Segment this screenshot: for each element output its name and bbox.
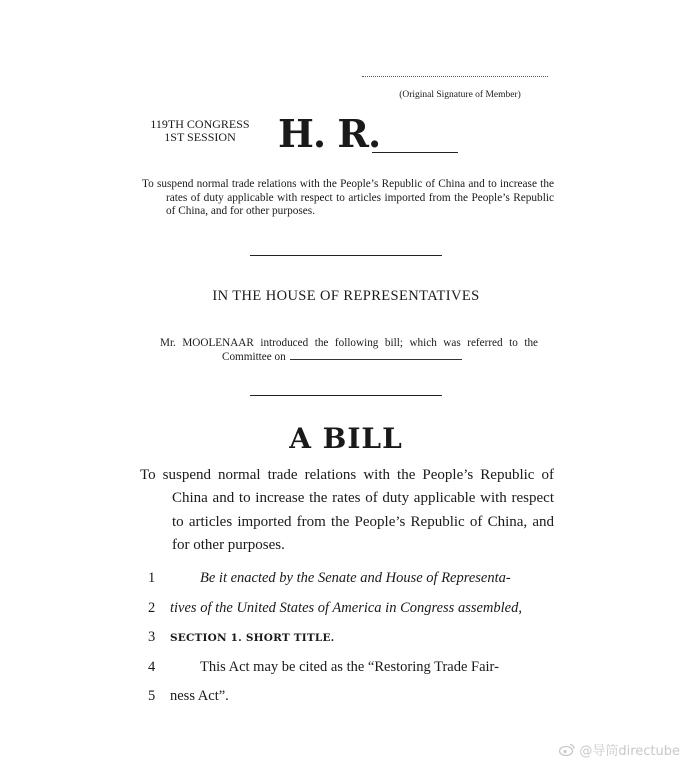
long-title-text: To suspend normal trade relations with the People’s Republic of China and to increase the rates of duty applicable with respect to articles imported from the People’s Republic of China, and for other purposes.	[140, 467, 554, 554]
short-description-line1: To suspend normal trade relations with the People’s Republic of China and	[142, 178, 485, 190]
section-text-line: ness Act”.	[170, 688, 229, 704]
session-label: 1ST SESSION	[164, 130, 236, 144]
committee-blank	[290, 350, 462, 360]
line-number: 5	[148, 688, 156, 704]
line-number: 3	[148, 629, 156, 645]
short-description-rest: to increase the rates of duty applicable with respect to articles imported from the People’s Republic of China, and for other purposes.	[166, 178, 554, 217]
committee-label: Committee on	[222, 351, 286, 363]
chamber-heading: IN THE HOUSE OF REPRESENTATIVES	[212, 288, 480, 304]
weibo-icon	[559, 743, 575, 760]
bill-heading: A BILL	[289, 422, 403, 455]
line-number: 2	[148, 600, 156, 616]
divider-rule	[250, 395, 442, 396]
section-text-line: This Act may be cited as the “Restoring Trade Fair-	[200, 659, 499, 675]
bill-number: H. R.	[278, 111, 381, 156]
enacting-clause-line: Be it enacted by the Senate and House of Representa-	[200, 570, 511, 586]
line-number: 4	[148, 659, 156, 675]
introduction-paragraph	[160, 336, 538, 364]
signature-line	[362, 76, 548, 77]
signature-caption: (Original Signature of Member)	[399, 90, 521, 100]
divider-rule	[250, 255, 442, 256]
enacting-clause-line: tives of the United States of America in Congress assembled,	[170, 600, 522, 616]
congress-session	[138, 118, 262, 144]
section-heading: SECTION 1. SHORT TITLE.	[170, 632, 335, 644]
line-number: 1	[148, 570, 156, 586]
watermark	[559, 740, 680, 760]
introduction-text: introduced the following bill; which was referred to the	[260, 337, 539, 349]
congress-label: 119TH CONGRESS	[150, 117, 250, 131]
sponsor-name: Mr. MOOLENAAR	[160, 337, 254, 349]
bill-number-blank	[372, 152, 458, 153]
short-description	[142, 178, 554, 219]
long-title	[140, 464, 554, 558]
watermark-text: @导筒directube	[579, 744, 680, 759]
